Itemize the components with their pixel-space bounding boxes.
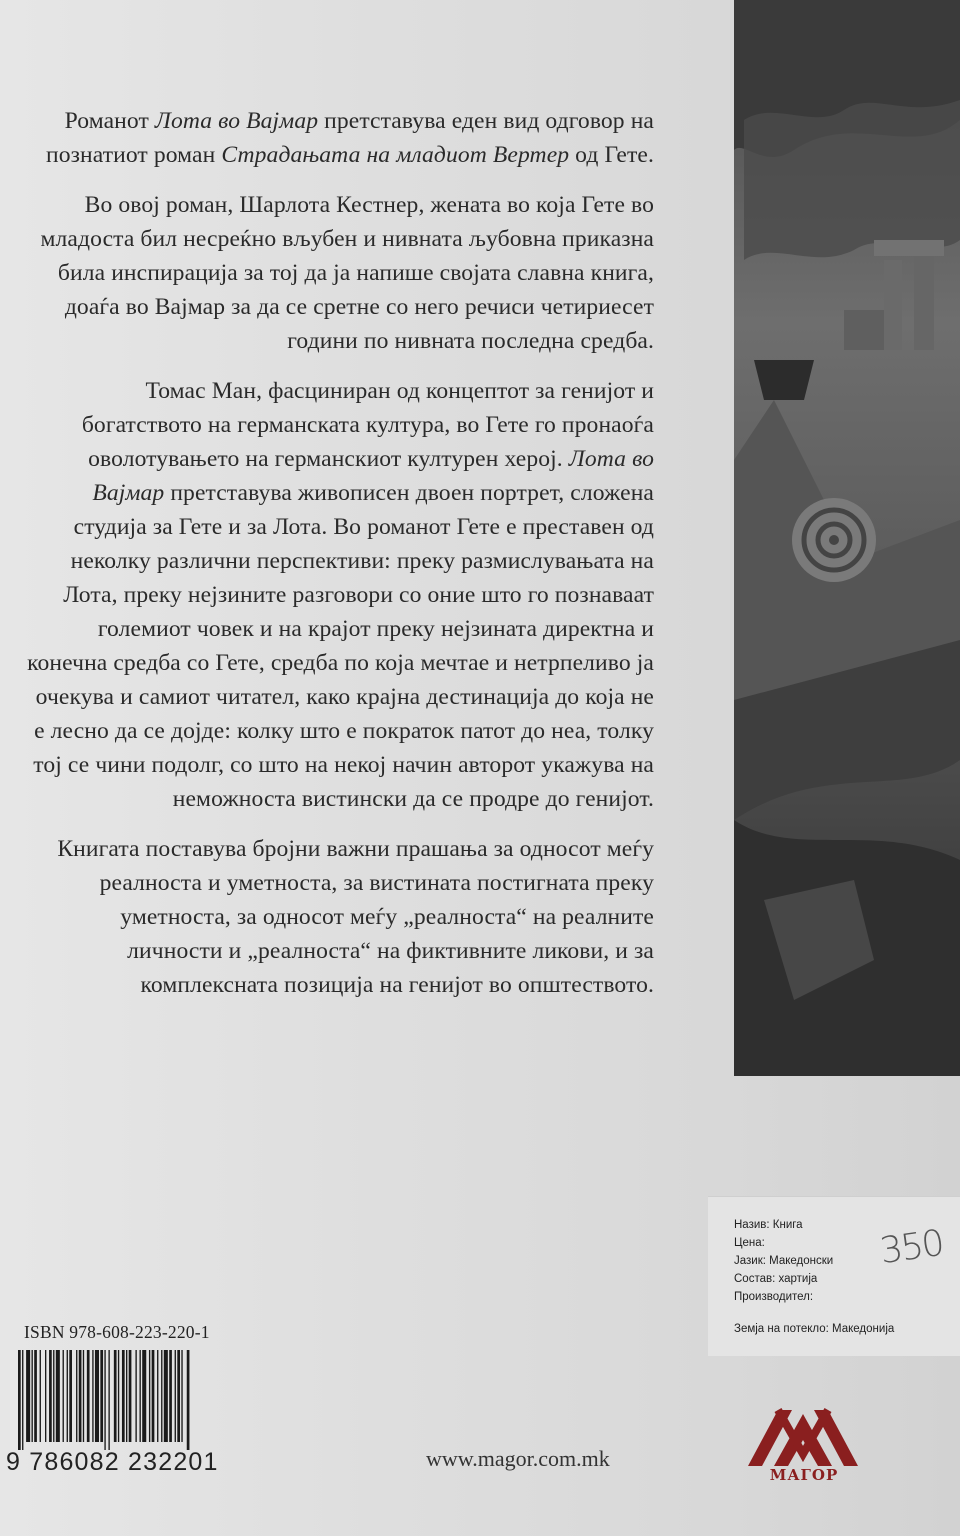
barcode-bar xyxy=(108,1350,109,1450)
handwritten-price: 350 xyxy=(877,1222,946,1273)
barcode-bar xyxy=(157,1350,158,1442)
sticker-composition: Состав: хартија xyxy=(734,1273,818,1285)
barcode-bar xyxy=(140,1350,141,1442)
barcode-digits: 9 786082 232201 xyxy=(6,1448,219,1476)
barcode-bar xyxy=(18,1350,21,1450)
price-sticker xyxy=(708,1196,960,1356)
barcode-bar xyxy=(169,1350,172,1442)
barcode-bar xyxy=(187,1350,190,1450)
blurb-text: Томас Ман, фасциниран од концептот за генијот и богатството на германската култура, во Гете го пронаоѓа оволотувањето на германскиот културен херој. xyxy=(81,378,654,472)
barcode-bar xyxy=(122,1350,125,1442)
barcode-bar xyxy=(76,1350,77,1442)
barcode-bar xyxy=(126,1350,127,1442)
barcode-bar xyxy=(53,1350,54,1442)
werther-title-italic: Страдањата на младиот Вертер xyxy=(221,142,570,168)
barcode-bar xyxy=(69,1350,72,1442)
barcode-bar xyxy=(95,1350,99,1442)
cover-painting-image xyxy=(734,0,960,1076)
barcode-bar xyxy=(175,1350,176,1442)
barcode-bar xyxy=(181,1350,182,1442)
blurb-paragraph-1 xyxy=(20,104,654,172)
barcode-image xyxy=(8,1350,254,1454)
publisher-logo-text: МАГОР xyxy=(769,1466,839,1484)
barcode-bar xyxy=(32,1350,33,1442)
blurb-paragraph-2: Во овој роман, Шарлота Кестнер, жената во која Гете во младоста бил несреќно вљубен и нивната љубовна приказна била инспирација за тој да ја напише својата славна книга, доаѓа во Вајмар за да се сретне со него речиси четириесет години по нивната последна средба. xyxy=(40,192,654,354)
barcode-bar xyxy=(79,1350,82,1442)
barcode-bar xyxy=(92,1350,93,1442)
barcode-bar xyxy=(40,1350,41,1442)
sticker-name: Назив: Книга xyxy=(734,1219,803,1231)
barcode-bar xyxy=(83,1350,84,1442)
barcode-bar xyxy=(45,1350,46,1442)
sticker-producer: Производител: xyxy=(734,1291,814,1303)
sticker-origin: Земја на потекло: Македонија xyxy=(734,1323,895,1335)
blurb-text: Романот xyxy=(64,108,155,134)
barcode-bar xyxy=(49,1350,52,1442)
blurb-paragraph-4: Книгата поставува бројни важни прашања за односот меѓу реалноста и уметноста, за вистината постигната преку уметноста, за односот меѓу „реалноста“ на реалните личности и „реалноста“ на фиктивните ликови, и за комплексната позиција на генијот во општеството. xyxy=(57,836,654,998)
barcode-bar xyxy=(100,1350,103,1442)
barcode-bar xyxy=(161,1350,162,1442)
barcode-bar xyxy=(22,1350,23,1450)
barcode-bar xyxy=(177,1350,180,1442)
barcode-bar xyxy=(26,1350,30,1442)
barcode-bar xyxy=(164,1350,168,1442)
book-title-italic: Лота во Вајмар xyxy=(92,446,654,506)
barcode-bar xyxy=(142,1350,146,1442)
book-description xyxy=(20,104,654,1018)
blurb-paragraph-3 xyxy=(20,374,654,816)
barcode-bar xyxy=(114,1350,117,1442)
sticker-language: Јазик: Македонски xyxy=(734,1255,834,1267)
publisher-website: www.magor.com.mk xyxy=(426,1446,610,1471)
barcode-bar xyxy=(152,1350,155,1442)
barcode-bar xyxy=(34,1350,37,1442)
barcode-bar xyxy=(129,1350,132,1442)
barcode-bar xyxy=(56,1350,60,1442)
barcode-bar xyxy=(67,1350,68,1442)
book-title-italic: Лота во Вајмар xyxy=(154,108,319,134)
sticker-price: Цена: xyxy=(734,1237,765,1249)
blurb-text: претставува еден вид одговор на познатиот роман xyxy=(45,108,654,168)
barcode-bar xyxy=(118,1350,119,1442)
isbn-number: ISBN 978-608-223-220-1 xyxy=(24,1322,210,1342)
barcode-bar xyxy=(63,1350,64,1442)
barcode-bar xyxy=(149,1350,150,1442)
barcode-bar xyxy=(135,1350,136,1442)
barcode-bar xyxy=(87,1350,90,1442)
barcode-bar xyxy=(104,1350,105,1450)
blurb-text: од Гете. xyxy=(569,142,654,168)
blurb-text: претставува живописен двоен портрет, сложена студија за Гете и за Лота. Во романот Гете е преставен од неколку различни перспективи: преку размислувањата на Лота, преку нејзините разговори со оние што го познаваат големиот човек и на крајот преку нејзината директна и конечна средба со Гете, средба по која мечтае и нетрпеливо ја очекува и самиот читател, како крајна дестинација до која не е лесно да се дојде: колку што е пократок патот до неа, толку тој се чини подолг, со што на некој начин авторот укажува на неможноста вистински да се продре до генијот. xyxy=(27,480,654,812)
publisher-logo-icon xyxy=(744,1400,862,1472)
